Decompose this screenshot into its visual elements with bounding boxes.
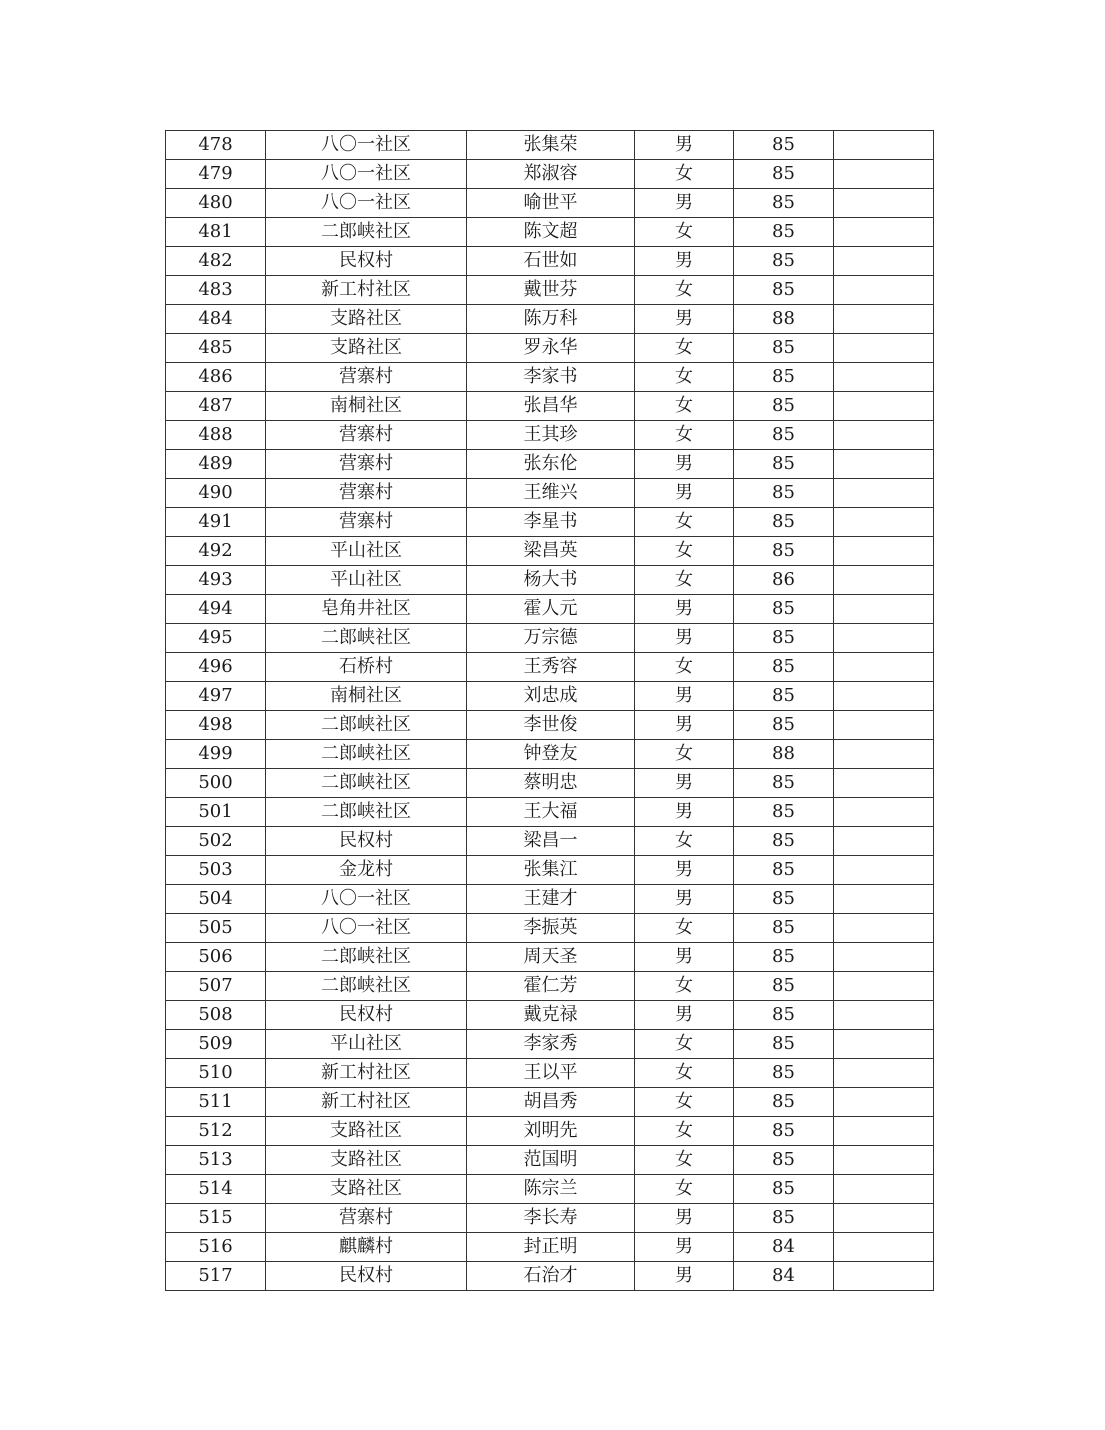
table-row: [166, 392, 934, 421]
row-number-cell: 499: [166, 740, 266, 769]
gender-cell: 男: [635, 247, 734, 276]
age-cell: 85: [734, 276, 834, 305]
gender-cell: 女: [635, 914, 734, 943]
community-name-cell: 营寨村: [266, 479, 467, 508]
gender-cell: 男: [635, 711, 734, 740]
remark-cell: [834, 1262, 934, 1291]
person-name-cell: 石治才: [467, 1262, 635, 1291]
community-name-cell: 二郎峡社区: [266, 798, 467, 827]
row-number-cell: 491: [166, 508, 266, 537]
community-name-cell: 二郎峡社区: [266, 624, 467, 653]
remark-cell: [834, 1175, 934, 1204]
table-row: [166, 1204, 934, 1233]
person-name-cell: 李振英: [467, 914, 635, 943]
gender-cell: 男: [635, 131, 734, 160]
row-number-cell: 508: [166, 1001, 266, 1030]
age-cell: 85: [734, 624, 834, 653]
row-number-cell: 509: [166, 1030, 266, 1059]
table-row: [166, 595, 934, 624]
person-name-cell: 梁昌一: [467, 827, 635, 856]
age-cell: 85: [734, 189, 834, 218]
person-name-cell: 霍仁芳: [467, 972, 635, 1001]
roster-table: [165, 130, 934, 1291]
table-row: [166, 1001, 934, 1030]
remark-cell: [834, 566, 934, 595]
gender-cell: 男: [635, 798, 734, 827]
community-name-cell: 石桥村: [266, 653, 467, 682]
community-name-cell: 八〇一社区: [266, 885, 467, 914]
gender-cell: 男: [635, 479, 734, 508]
remark-cell: [834, 131, 934, 160]
table-row: [166, 711, 934, 740]
row-number-cell: 512: [166, 1117, 266, 1146]
person-name-cell: 范国明: [467, 1146, 635, 1175]
community-name-cell: 皂角井社区: [266, 595, 467, 624]
gender-cell: 女: [635, 1146, 734, 1175]
community-name-cell: 营寨村: [266, 508, 467, 537]
gender-cell: 男: [635, 1204, 734, 1233]
person-name-cell: 胡昌秀: [467, 1088, 635, 1117]
age-cell: 85: [734, 537, 834, 566]
table-row: [166, 334, 934, 363]
table-row: [166, 1059, 934, 1088]
row-number-cell: 485: [166, 334, 266, 363]
gender-cell: 女: [635, 160, 734, 189]
row-number-cell: 489: [166, 450, 266, 479]
gender-cell: 男: [635, 595, 734, 624]
remark-cell: [834, 653, 934, 682]
table-row: [166, 1233, 934, 1262]
person-name-cell: 万宗德: [467, 624, 635, 653]
community-name-cell: 营寨村: [266, 363, 467, 392]
remark-cell: [834, 537, 934, 566]
community-name-cell: 新工村社区: [266, 1088, 467, 1117]
person-name-cell: 王以平: [467, 1059, 635, 1088]
community-name-cell: 营寨村: [266, 421, 467, 450]
gender-cell: 女: [635, 334, 734, 363]
table-row: [166, 856, 934, 885]
remark-cell: [834, 218, 934, 247]
person-name-cell: 李长寿: [467, 1204, 635, 1233]
community-name-cell: 民权村: [266, 1262, 467, 1291]
gender-cell: 男: [635, 856, 734, 885]
table-row: [166, 827, 934, 856]
person-name-cell: 戴克禄: [467, 1001, 635, 1030]
row-number-cell: 482: [166, 247, 266, 276]
age-cell: 85: [734, 653, 834, 682]
community-name-cell: 营寨村: [266, 1204, 467, 1233]
community-name-cell: 二郎峡社区: [266, 711, 467, 740]
gender-cell: 女: [635, 1117, 734, 1146]
row-number-cell: 495: [166, 624, 266, 653]
roster-table-body: [166, 131, 934, 1291]
gender-cell: 男: [635, 769, 734, 798]
table-row: [166, 421, 934, 450]
remark-cell: [834, 479, 934, 508]
age-cell: 85: [734, 711, 834, 740]
remark-cell: [834, 1204, 934, 1233]
gender-cell: 男: [635, 943, 734, 972]
gender-cell: 女: [635, 421, 734, 450]
age-cell: 85: [734, 1001, 834, 1030]
person-name-cell: 王秀容: [467, 653, 635, 682]
gender-cell: 女: [635, 537, 734, 566]
table-row: [166, 624, 934, 653]
gender-cell: 男: [635, 305, 734, 334]
table-row: [166, 566, 934, 595]
row-number-cell: 481: [166, 218, 266, 247]
age-cell: 85: [734, 595, 834, 624]
community-name-cell: 二郎峡社区: [266, 218, 467, 247]
row-number-cell: 505: [166, 914, 266, 943]
row-number-cell: 498: [166, 711, 266, 740]
table-row: [166, 537, 934, 566]
table-row: [166, 1117, 934, 1146]
age-cell: 85: [734, 1030, 834, 1059]
row-number-cell: 488: [166, 421, 266, 450]
community-name-cell: 民权村: [266, 827, 467, 856]
remark-cell: [834, 972, 934, 1001]
person-name-cell: 张集荣: [467, 131, 635, 160]
gender-cell: 男: [635, 1233, 734, 1262]
person-name-cell: 封正明: [467, 1233, 635, 1262]
row-number-cell: 478: [166, 131, 266, 160]
community-name-cell: 平山社区: [266, 566, 467, 595]
table-row: [166, 885, 934, 914]
remark-cell: [834, 1146, 934, 1175]
gender-cell: 女: [635, 1030, 734, 1059]
person-name-cell: 陈万科: [467, 305, 635, 334]
age-cell: 85: [734, 856, 834, 885]
gender-cell: 女: [635, 740, 734, 769]
row-number-cell: 496: [166, 653, 266, 682]
age-cell: 84: [734, 1262, 834, 1291]
row-number-cell: 484: [166, 305, 266, 334]
gender-cell: 女: [635, 1175, 734, 1204]
age-cell: 85: [734, 1117, 834, 1146]
table-row: [166, 305, 934, 334]
table-row: [166, 914, 934, 943]
gender-cell: 男: [635, 1001, 734, 1030]
age-cell: 85: [734, 1204, 834, 1233]
community-name-cell: 平山社区: [266, 537, 467, 566]
remark-cell: [834, 682, 934, 711]
row-number-cell: 479: [166, 160, 266, 189]
table-row: [166, 1175, 934, 1204]
table-row: [166, 1088, 934, 1117]
remark-cell: [834, 189, 934, 218]
remark-cell: [834, 1088, 934, 1117]
person-name-cell: 蔡明忠: [467, 769, 635, 798]
age-cell: 88: [734, 305, 834, 334]
person-name-cell: 李家秀: [467, 1030, 635, 1059]
table-row: [166, 1030, 934, 1059]
person-name-cell: 王其珍: [467, 421, 635, 450]
table-row: [166, 798, 934, 827]
person-name-cell: 张集江: [467, 856, 635, 885]
remark-cell: [834, 392, 934, 421]
remark-cell: [834, 334, 934, 363]
person-name-cell: 李星书: [467, 508, 635, 537]
remark-cell: [834, 711, 934, 740]
community-name-cell: 民权村: [266, 1001, 467, 1030]
person-name-cell: 罗永华: [467, 334, 635, 363]
community-name-cell: 新工村社区: [266, 276, 467, 305]
table-row: [166, 1146, 934, 1175]
person-name-cell: 王大福: [467, 798, 635, 827]
table-row: [166, 218, 934, 247]
remark-cell: [834, 247, 934, 276]
remark-cell: [834, 1117, 934, 1146]
age-cell: 85: [734, 827, 834, 856]
age-cell: 85: [734, 769, 834, 798]
row-number-cell: 510: [166, 1059, 266, 1088]
table-row: [166, 189, 934, 218]
age-cell: 85: [734, 334, 834, 363]
age-cell: 85: [734, 421, 834, 450]
remark-cell: [834, 1233, 934, 1262]
person-name-cell: 张东伦: [467, 450, 635, 479]
person-name-cell: 钟登友: [467, 740, 635, 769]
remark-cell: [834, 276, 934, 305]
row-number-cell: 486: [166, 363, 266, 392]
community-name-cell: 八〇一社区: [266, 189, 467, 218]
community-name-cell: 南桐社区: [266, 392, 467, 421]
remark-cell: [834, 305, 934, 334]
person-name-cell: 李家书: [467, 363, 635, 392]
person-name-cell: 梁昌英: [467, 537, 635, 566]
person-name-cell: 霍人元: [467, 595, 635, 624]
age-cell: 85: [734, 798, 834, 827]
gender-cell: 女: [635, 276, 734, 305]
community-name-cell: 新工村社区: [266, 1059, 467, 1088]
row-number-cell: 490: [166, 479, 266, 508]
remark-cell: [834, 1030, 934, 1059]
gender-cell: 男: [635, 885, 734, 914]
person-name-cell: 杨大书: [467, 566, 635, 595]
community-name-cell: 麒麟村: [266, 1233, 467, 1262]
row-number-cell: 503: [166, 856, 266, 885]
age-cell: 85: [734, 885, 834, 914]
remark-cell: [834, 595, 934, 624]
person-name-cell: 喻世平: [467, 189, 635, 218]
remark-cell: [834, 885, 934, 914]
community-name-cell: 二郎峡社区: [266, 769, 467, 798]
community-name-cell: 平山社区: [266, 1030, 467, 1059]
remark-cell: [834, 160, 934, 189]
community-name-cell: 支路社区: [266, 305, 467, 334]
person-name-cell: 陈文超: [467, 218, 635, 247]
person-name-cell: 王维兴: [467, 479, 635, 508]
community-name-cell: 二郎峡社区: [266, 972, 467, 1001]
age-cell: 85: [734, 1175, 834, 1204]
age-cell: 85: [734, 1146, 834, 1175]
remark-cell: [834, 450, 934, 479]
row-number-cell: 480: [166, 189, 266, 218]
row-number-cell: 517: [166, 1262, 266, 1291]
person-name-cell: 石世如: [467, 247, 635, 276]
age-cell: 85: [734, 218, 834, 247]
community-name-cell: 支路社区: [266, 1146, 467, 1175]
table-row: [166, 653, 934, 682]
gender-cell: 女: [635, 827, 734, 856]
table-row: [166, 276, 934, 305]
age-cell: 88: [734, 740, 834, 769]
row-number-cell: 497: [166, 682, 266, 711]
age-cell: 85: [734, 914, 834, 943]
remark-cell: [834, 798, 934, 827]
person-name-cell: 戴世芬: [467, 276, 635, 305]
remark-cell: [834, 1001, 934, 1030]
remark-cell: [834, 363, 934, 392]
remark-cell: [834, 508, 934, 537]
remark-cell: [834, 740, 934, 769]
community-name-cell: 二郎峡社区: [266, 943, 467, 972]
community-name-cell: 营寨村: [266, 450, 467, 479]
row-number-cell: 506: [166, 943, 266, 972]
community-name-cell: 八〇一社区: [266, 160, 467, 189]
community-name-cell: 民权村: [266, 247, 467, 276]
row-number-cell: 513: [166, 1146, 266, 1175]
gender-cell: 女: [635, 972, 734, 1001]
gender-cell: 男: [635, 682, 734, 711]
table-row: [166, 769, 934, 798]
age-cell: 85: [734, 682, 834, 711]
row-number-cell: 494: [166, 595, 266, 624]
age-cell: 85: [734, 1059, 834, 1088]
row-number-cell: 501: [166, 798, 266, 827]
person-name-cell: 张昌华: [467, 392, 635, 421]
age-cell: 85: [734, 363, 834, 392]
age-cell: 85: [734, 392, 834, 421]
remark-cell: [834, 943, 934, 972]
row-number-cell: 483: [166, 276, 266, 305]
gender-cell: 女: [635, 566, 734, 595]
table-row: [166, 479, 934, 508]
row-number-cell: 500: [166, 769, 266, 798]
table-row: [166, 450, 934, 479]
community-name-cell: 金龙村: [266, 856, 467, 885]
age-cell: 85: [734, 160, 834, 189]
community-name-cell: 南桐社区: [266, 682, 467, 711]
person-name-cell: 陈宗兰: [467, 1175, 635, 1204]
gender-cell: 男: [635, 189, 734, 218]
table-row: [166, 508, 934, 537]
age-cell: 85: [734, 508, 834, 537]
person-name-cell: 刘明先: [467, 1117, 635, 1146]
person-name-cell: 刘忠成: [467, 682, 635, 711]
community-name-cell: 八〇一社区: [266, 131, 467, 160]
community-name-cell: 支路社区: [266, 1117, 467, 1146]
age-cell: 86: [734, 566, 834, 595]
gender-cell: 男: [635, 624, 734, 653]
gender-cell: 女: [635, 1059, 734, 1088]
age-cell: 85: [734, 247, 834, 276]
row-number-cell: 493: [166, 566, 266, 595]
remark-cell: [834, 827, 934, 856]
remark-cell: [834, 1059, 934, 1088]
remark-cell: [834, 856, 934, 885]
community-name-cell: 支路社区: [266, 334, 467, 363]
community-name-cell: 支路社区: [266, 1175, 467, 1204]
person-name-cell: 李世俊: [467, 711, 635, 740]
age-cell: 84: [734, 1233, 834, 1262]
row-number-cell: 492: [166, 537, 266, 566]
remark-cell: [834, 769, 934, 798]
community-name-cell: 八〇一社区: [266, 914, 467, 943]
person-name-cell: 周天圣: [467, 943, 635, 972]
row-number-cell: 504: [166, 885, 266, 914]
table-row: [166, 682, 934, 711]
table-row: [166, 363, 934, 392]
table-row: [166, 943, 934, 972]
table-row: [166, 972, 934, 1001]
gender-cell: 女: [635, 508, 734, 537]
gender-cell: 男: [635, 450, 734, 479]
row-number-cell: 507: [166, 972, 266, 1001]
table-row: [166, 740, 934, 769]
age-cell: 85: [734, 1088, 834, 1117]
age-cell: 85: [734, 450, 834, 479]
table-row: [166, 131, 934, 160]
gender-cell: 男: [635, 1262, 734, 1291]
age-cell: 85: [734, 972, 834, 1001]
remark-cell: [834, 421, 934, 450]
gender-cell: 女: [635, 1088, 734, 1117]
row-number-cell: 502: [166, 827, 266, 856]
age-cell: 85: [734, 943, 834, 972]
row-number-cell: 511: [166, 1088, 266, 1117]
person-name-cell: 王建才: [467, 885, 635, 914]
remark-cell: [834, 624, 934, 653]
gender-cell: 女: [635, 363, 734, 392]
table-row: [166, 1262, 934, 1291]
age-cell: 85: [734, 479, 834, 508]
row-number-cell: 516: [166, 1233, 266, 1262]
row-number-cell: 514: [166, 1175, 266, 1204]
remark-cell: [834, 914, 934, 943]
gender-cell: 女: [635, 392, 734, 421]
community-name-cell: 二郎峡社区: [266, 740, 467, 769]
gender-cell: 女: [635, 653, 734, 682]
table-row: [166, 247, 934, 276]
age-cell: 85: [734, 131, 834, 160]
row-number-cell: 487: [166, 392, 266, 421]
table-row: [166, 160, 934, 189]
gender-cell: 女: [635, 218, 734, 247]
person-name-cell: 郑淑容: [467, 160, 635, 189]
row-number-cell: 515: [166, 1204, 266, 1233]
